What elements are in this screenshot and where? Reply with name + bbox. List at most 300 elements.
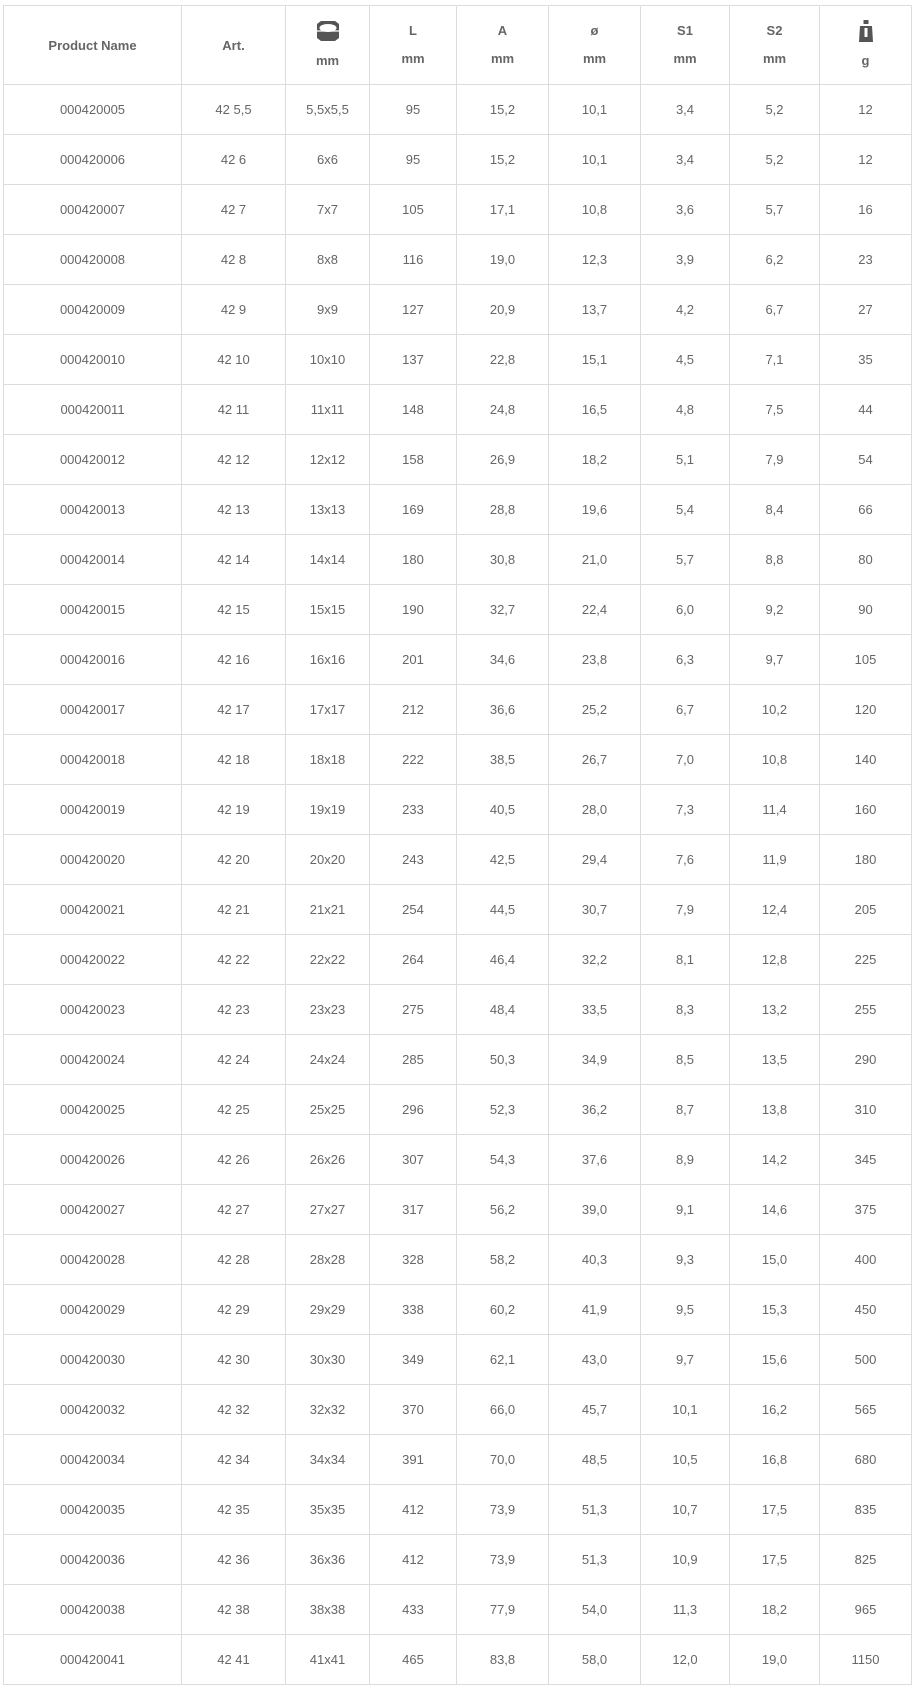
- cell-a: 52,3: [457, 1085, 549, 1135]
- cell-nut-size: 24x24: [286, 1035, 370, 1085]
- cell-a: 32,7: [457, 585, 549, 635]
- cell-s2: 7,9: [730, 435, 820, 485]
- cell-art: 42 24: [182, 1035, 286, 1085]
- cell-product-name: 000420025: [4, 1085, 182, 1135]
- cell-s2: 14,2: [730, 1135, 820, 1185]
- cell-art: 42 34: [182, 1435, 286, 1485]
- table-row: [4, 1085, 912, 1135]
- cell-diameter: 32,2: [549, 935, 641, 985]
- cell-art: 42 29: [182, 1285, 286, 1335]
- cell-product-name: 000420032: [4, 1385, 182, 1435]
- table-row: [4, 885, 912, 935]
- cell-art: 42 10: [182, 335, 286, 385]
- cell-nut-size: 6x6: [286, 135, 370, 185]
- header-label: Product Name: [48, 37, 137, 53]
- cell-weight: 54: [820, 435, 912, 485]
- cell-product-name: 000420013: [4, 485, 182, 535]
- cell-l: 95: [370, 135, 457, 185]
- cell-l: 222: [370, 735, 457, 785]
- cell-s2: 15,3: [730, 1285, 820, 1335]
- cell-product-name: 000420036: [4, 1535, 182, 1585]
- table-row: [4, 1535, 912, 1585]
- table-row: [4, 685, 912, 735]
- cell-a: 30,8: [457, 535, 549, 585]
- cell-s1: 9,3: [641, 1235, 730, 1285]
- cell-l: 190: [370, 585, 457, 635]
- cell-weight: 825: [820, 1535, 912, 1585]
- cell-weight: 1150: [820, 1635, 912, 1685]
- cell-l: 370: [370, 1385, 457, 1435]
- cell-diameter: 45,7: [549, 1385, 641, 1435]
- table-body: [4, 85, 912, 1685]
- cell-product-name: 000420016: [4, 635, 182, 685]
- cell-nut-size: 8x8: [286, 235, 370, 285]
- cell-a: 38,5: [457, 735, 549, 785]
- cell-l: 105: [370, 185, 457, 235]
- cell-art: 42 16: [182, 635, 286, 685]
- cell-a: 73,9: [457, 1535, 549, 1585]
- cell-s1: 10,7: [641, 1485, 730, 1535]
- cell-art: 42 26: [182, 1135, 286, 1185]
- cell-s2: 13,5: [730, 1035, 820, 1085]
- cell-a: 17,1: [457, 185, 549, 235]
- cell-s1: 3,9: [641, 235, 730, 285]
- cell-product-name: 000420034: [4, 1435, 182, 1485]
- header-a: [457, 6, 549, 85]
- cell-s1: 9,5: [641, 1285, 730, 1335]
- cell-diameter: 12,3: [549, 235, 641, 285]
- cell-s1: 8,9: [641, 1135, 730, 1185]
- cell-product-name: 000420038: [4, 1585, 182, 1635]
- cell-s2: 16,8: [730, 1435, 820, 1485]
- cell-s2: 9,2: [730, 585, 820, 635]
- header-label: S1: [677, 23, 693, 38]
- cell-art: 42 12: [182, 435, 286, 485]
- cell-nut-size: 7x7: [286, 185, 370, 235]
- cell-art: 42 23: [182, 985, 286, 1035]
- cell-product-name: 000420015: [4, 585, 182, 635]
- cell-l: 328: [370, 1235, 457, 1285]
- cell-nut-size: 30x30: [286, 1335, 370, 1385]
- cell-diameter: 37,6: [549, 1135, 641, 1185]
- cell-weight: 140: [820, 735, 912, 785]
- cell-art: 42 9: [182, 285, 286, 335]
- header-label: A: [497, 23, 508, 38]
- cell-art: 42 25: [182, 1085, 286, 1135]
- cell-a: 83,8: [457, 1635, 549, 1685]
- cell-l: 243: [370, 835, 457, 885]
- cell-diameter: 51,3: [549, 1485, 641, 1535]
- header-unit: mm: [582, 51, 607, 66]
- cell-l: 201: [370, 635, 457, 685]
- cell-weight: 680: [820, 1435, 912, 1485]
- cell-art: 42 14: [182, 535, 286, 585]
- table-row: [4, 835, 912, 885]
- cell-l: 338: [370, 1285, 457, 1335]
- cell-a: 44,5: [457, 885, 549, 935]
- cell-s2: 8,4: [730, 485, 820, 535]
- cell-product-name: 000420010: [4, 335, 182, 385]
- cell-s1: 10,1: [641, 1385, 730, 1435]
- cell-nut-size: 34x34: [286, 1435, 370, 1485]
- cell-weight: 80: [820, 535, 912, 585]
- cell-weight: 16: [820, 185, 912, 235]
- header-unit: mm: [315, 53, 340, 68]
- cell-a: 73,9: [457, 1485, 549, 1535]
- cell-product-name: 000420018: [4, 735, 182, 785]
- cell-a: 62,1: [457, 1335, 549, 1385]
- cell-a: 36,6: [457, 685, 549, 735]
- cell-product-name: 000420035: [4, 1485, 182, 1535]
- table-row: [4, 985, 912, 1035]
- cell-a: 28,8: [457, 485, 549, 535]
- cell-weight: 345: [820, 1135, 912, 1185]
- cell-nut-size: 11x11: [286, 385, 370, 435]
- cell-a: 60,2: [457, 1285, 549, 1335]
- cell-l: 465: [370, 1635, 457, 1685]
- cell-nut-size: 38x38: [286, 1585, 370, 1635]
- cell-nut-size: 21x21: [286, 885, 370, 935]
- header-s2: [730, 6, 820, 85]
- cell-s1: 7,6: [641, 835, 730, 885]
- cell-s2: 10,2: [730, 685, 820, 735]
- cell-nut-size: 16x16: [286, 635, 370, 685]
- cell-a: 24,8: [457, 385, 549, 435]
- header-l: [370, 6, 457, 85]
- cell-diameter: 10,1: [549, 135, 641, 185]
- cell-l: 349: [370, 1335, 457, 1385]
- cell-l: 412: [370, 1535, 457, 1585]
- cell-diameter: 40,3: [549, 1235, 641, 1285]
- cell-weight: 12: [820, 135, 912, 185]
- cell-l: 127: [370, 285, 457, 335]
- cell-s1: 4,5: [641, 335, 730, 385]
- cell-diameter: 29,4: [549, 835, 641, 885]
- cell-s2: 12,8: [730, 935, 820, 985]
- cell-weight: 565: [820, 1385, 912, 1435]
- header-art: [182, 6, 286, 85]
- cell-s2: 14,6: [730, 1185, 820, 1235]
- cell-diameter: 21,0: [549, 535, 641, 585]
- cell-a: 34,6: [457, 635, 549, 685]
- cell-art: 42 15: [182, 585, 286, 635]
- cell-nut-size: 29x29: [286, 1285, 370, 1335]
- header-s1: [641, 6, 730, 85]
- cell-art: 42 18: [182, 735, 286, 785]
- cell-art: 42 13: [182, 485, 286, 535]
- weight-icon: [858, 20, 874, 42]
- cell-nut-size: 23x23: [286, 985, 370, 1035]
- cell-s1: 5,4: [641, 485, 730, 535]
- cell-a: 77,9: [457, 1585, 549, 1635]
- cell-diameter: 10,8: [549, 185, 641, 235]
- cell-weight: 105: [820, 635, 912, 685]
- cell-diameter: 23,8: [549, 635, 641, 685]
- table-row: [4, 935, 912, 985]
- cell-art: 42 5,5: [182, 85, 286, 135]
- cell-diameter: 58,0: [549, 1635, 641, 1685]
- cell-s1: 11,3: [641, 1585, 730, 1635]
- cell-art: 42 41: [182, 1635, 286, 1685]
- table-row: [4, 485, 912, 535]
- cell-product-name: 000420011: [4, 385, 182, 435]
- cell-product-name: 000420030: [4, 1335, 182, 1385]
- header-unit: mm: [673, 51, 697, 66]
- cell-l: 412: [370, 1485, 457, 1535]
- cell-s2: 9,7: [730, 635, 820, 685]
- cell-product-name: 000420019: [4, 785, 182, 835]
- header-label: L: [409, 23, 417, 38]
- cell-l: 317: [370, 1185, 457, 1235]
- cell-art: 42 38: [182, 1585, 286, 1635]
- cell-s1: 5,7: [641, 535, 730, 585]
- cell-a: 15,2: [457, 135, 549, 185]
- cell-s2: 16,2: [730, 1385, 820, 1435]
- cell-product-name: 000420026: [4, 1135, 182, 1185]
- cell-nut-size: 9x9: [286, 285, 370, 335]
- cell-s2: 13,2: [730, 985, 820, 1035]
- cell-diameter: 10,1: [549, 85, 641, 135]
- table-row: [4, 1135, 912, 1185]
- cell-nut-size: 32x32: [286, 1385, 370, 1435]
- header-unit: mm: [762, 51, 787, 66]
- cell-nut-size: 17x17: [286, 685, 370, 735]
- cell-s1: 8,3: [641, 985, 730, 1035]
- cell-weight: 225: [820, 935, 912, 985]
- cell-nut-size: 28x28: [286, 1235, 370, 1285]
- cell-s2: 11,4: [730, 785, 820, 835]
- cell-s2: 6,2: [730, 235, 820, 285]
- cell-product-name: 000420024: [4, 1035, 182, 1085]
- cell-art: 42 35: [182, 1485, 286, 1535]
- cell-nut-size: 35x35: [286, 1485, 370, 1535]
- cell-art: 42 8: [182, 235, 286, 285]
- table-row: [4, 1435, 912, 1485]
- table-row: [4, 735, 912, 785]
- cell-weight: 27: [820, 285, 912, 335]
- cell-art: 42 32: [182, 1385, 286, 1435]
- cell-a: 58,2: [457, 1235, 549, 1285]
- table-row: [4, 135, 912, 185]
- cell-product-name: 000420029: [4, 1285, 182, 1335]
- cell-weight: 255: [820, 985, 912, 1035]
- cell-weight: 400: [820, 1235, 912, 1285]
- header-unit: mm: [401, 51, 425, 66]
- cell-l: 180: [370, 535, 457, 585]
- cell-s1: 7,0: [641, 735, 730, 785]
- cell-l: 137: [370, 335, 457, 385]
- table-row: [4, 435, 912, 485]
- cell-a: 54,3: [457, 1135, 549, 1185]
- cell-diameter: 54,0: [549, 1585, 641, 1635]
- cell-weight: 90: [820, 585, 912, 635]
- cell-diameter: 26,7: [549, 735, 641, 785]
- cell-weight: 160: [820, 785, 912, 835]
- cell-a: 70,0: [457, 1435, 549, 1485]
- table-row: [4, 635, 912, 685]
- cell-weight: 290: [820, 1035, 912, 1085]
- table-row: [4, 535, 912, 585]
- cell-s1: 3,4: [641, 85, 730, 135]
- cell-product-name: 000420023: [4, 985, 182, 1035]
- cell-weight: 835: [820, 1485, 912, 1535]
- cell-s1: 7,9: [641, 885, 730, 935]
- cell-s1: 8,5: [641, 1035, 730, 1085]
- product-table: [3, 5, 912, 1685]
- cell-diameter: 43,0: [549, 1335, 641, 1385]
- cell-weight: 44: [820, 385, 912, 435]
- cell-l: 212: [370, 685, 457, 735]
- table-row: [4, 1485, 912, 1535]
- cell-s1: 4,2: [641, 285, 730, 335]
- cell-product-name: 000420022: [4, 935, 182, 985]
- header-nut-size: [286, 6, 370, 85]
- cell-nut-size: 14x14: [286, 535, 370, 585]
- cell-diameter: 51,3: [549, 1535, 641, 1585]
- cell-s1: 6,7: [641, 685, 730, 735]
- cell-product-name: 000420020: [4, 835, 182, 885]
- cell-a: 66,0: [457, 1385, 549, 1435]
- header-row: [4, 6, 912, 85]
- cell-a: 42,5: [457, 835, 549, 885]
- cell-l: 307: [370, 1135, 457, 1185]
- header-diameter: [549, 6, 641, 85]
- cell-product-name: 000420027: [4, 1185, 182, 1235]
- cell-diameter: 18,2: [549, 435, 641, 485]
- cell-s1: 3,6: [641, 185, 730, 235]
- cell-s1: 7,3: [641, 785, 730, 835]
- table-row: [4, 1635, 912, 1685]
- header-product-name: [4, 6, 182, 85]
- cell-product-name: 000420014: [4, 535, 182, 585]
- cell-a: 26,9: [457, 435, 549, 485]
- header-unit: mm: [490, 51, 515, 66]
- cell-s1: 10,5: [641, 1435, 730, 1485]
- cell-s1: 5,1: [641, 435, 730, 485]
- cell-a: 46,4: [457, 935, 549, 985]
- cell-a: 19,0: [457, 235, 549, 285]
- header-label: Art.: [222, 37, 245, 53]
- cell-product-name: 000420006: [4, 135, 182, 185]
- cell-s2: 11,9: [730, 835, 820, 885]
- cell-diameter: 33,5: [549, 985, 641, 1035]
- cell-s2: 17,5: [730, 1535, 820, 1585]
- cell-s1: 3,4: [641, 135, 730, 185]
- cell-weight: 500: [820, 1335, 912, 1385]
- cell-l: 433: [370, 1585, 457, 1635]
- cell-s2: 6,7: [730, 285, 820, 335]
- cell-l: 158: [370, 435, 457, 485]
- cell-nut-size: 12x12: [286, 435, 370, 485]
- cell-art: 42 30: [182, 1335, 286, 1385]
- cell-s2: 5,2: [730, 135, 820, 185]
- cell-s1: 10,9: [641, 1535, 730, 1585]
- cell-s2: 8,8: [730, 535, 820, 585]
- cell-l: 285: [370, 1035, 457, 1085]
- cell-a: 50,3: [457, 1035, 549, 1085]
- cell-s2: 7,5: [730, 385, 820, 435]
- cell-s2: 15,6: [730, 1335, 820, 1385]
- cell-art: 42 28: [182, 1235, 286, 1285]
- cell-s1: 6,0: [641, 585, 730, 635]
- cell-product-name: 000420007: [4, 185, 182, 235]
- cell-product-name: 000420012: [4, 435, 182, 485]
- cell-diameter: 30,7: [549, 885, 641, 935]
- cell-art: 42 21: [182, 885, 286, 935]
- cell-weight: 66: [820, 485, 912, 535]
- cell-art: 42 11: [182, 385, 286, 435]
- cell-s2: 10,8: [730, 735, 820, 785]
- cell-a: 48,4: [457, 985, 549, 1035]
- table-row: [4, 85, 912, 135]
- cell-nut-size: 19x19: [286, 785, 370, 835]
- cell-nut-size: 10x10: [286, 335, 370, 385]
- cell-a: 40,5: [457, 785, 549, 835]
- cell-a: 22,8: [457, 335, 549, 385]
- cell-product-name: 000420009: [4, 285, 182, 335]
- cell-art: 42 19: [182, 785, 286, 835]
- cell-nut-size: 26x26: [286, 1135, 370, 1185]
- cell-weight: 310: [820, 1085, 912, 1135]
- cell-product-name: 000420017: [4, 685, 182, 735]
- cell-l: 169: [370, 485, 457, 535]
- cell-s1: 12,0: [641, 1635, 730, 1685]
- cell-weight: 205: [820, 885, 912, 935]
- table-row: [4, 335, 912, 385]
- cell-product-name: 000420005: [4, 85, 182, 135]
- cell-diameter: 41,9: [549, 1285, 641, 1335]
- cell-s2: 7,1: [730, 335, 820, 385]
- cell-l: 95: [370, 85, 457, 135]
- header-label: S2: [766, 23, 783, 38]
- cell-product-name: 000420028: [4, 1235, 182, 1285]
- cell-s1: 8,1: [641, 935, 730, 985]
- cell-l: 391: [370, 1435, 457, 1485]
- cell-s2: 15,0: [730, 1235, 820, 1285]
- cell-diameter: 48,5: [549, 1435, 641, 1485]
- product-table-container: [3, 5, 912, 1685]
- cell-art: 42 22: [182, 935, 286, 985]
- table-row: [4, 185, 912, 235]
- cell-s2: 19,0: [730, 1635, 820, 1685]
- header-label: ø: [590, 23, 599, 38]
- cell-nut-size: 41x41: [286, 1635, 370, 1685]
- cell-diameter: 34,9: [549, 1035, 641, 1085]
- cell-l: 296: [370, 1085, 457, 1135]
- cell-l: 254: [370, 885, 457, 935]
- cell-art: 42 17: [182, 685, 286, 735]
- cell-s1: 6,3: [641, 635, 730, 685]
- cell-s2: 13,8: [730, 1085, 820, 1135]
- table-row: [4, 1385, 912, 1435]
- cell-diameter: 15,1: [549, 335, 641, 385]
- table-row: [4, 235, 912, 285]
- cell-product-name: 000420021: [4, 885, 182, 935]
- cell-nut-size: 27x27: [286, 1185, 370, 1235]
- cell-diameter: 25,2: [549, 685, 641, 735]
- cell-diameter: 28,0: [549, 785, 641, 835]
- cell-art: 42 20: [182, 835, 286, 885]
- cell-weight: 12: [820, 85, 912, 135]
- cell-a: 20,9: [457, 285, 549, 335]
- cell-s1: 9,1: [641, 1185, 730, 1235]
- cell-s1: 9,7: [641, 1335, 730, 1385]
- cell-weight: 35: [820, 335, 912, 385]
- cell-art: 42 36: [182, 1535, 286, 1585]
- cell-weight: 375: [820, 1185, 912, 1235]
- cell-nut-size: 5,5x5,5: [286, 85, 370, 135]
- cell-s2: 5,7: [730, 185, 820, 235]
